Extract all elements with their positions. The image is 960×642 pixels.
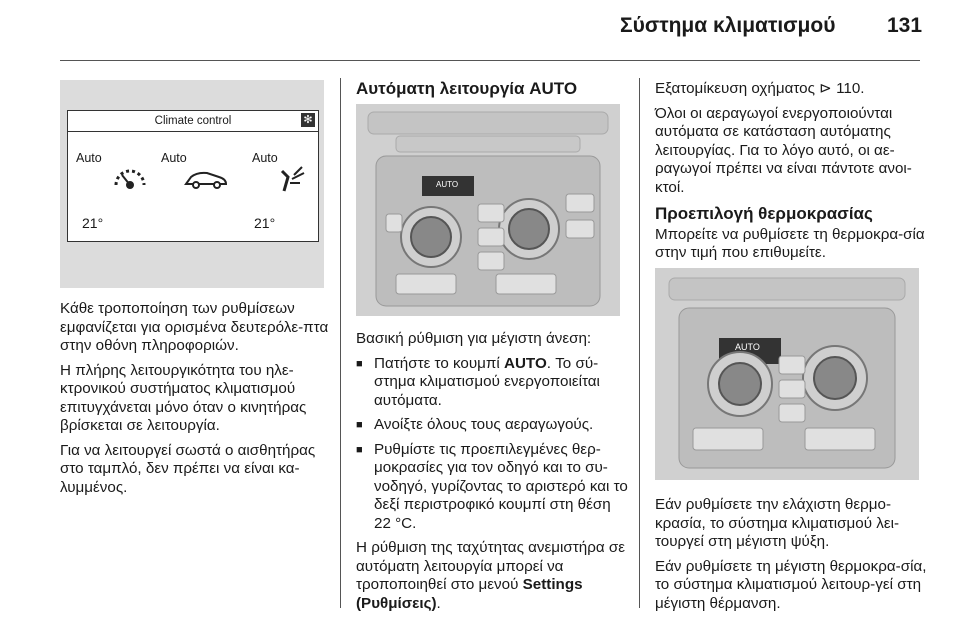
air-distribution-seat-icon <box>278 163 308 193</box>
air-recirculation-car-icon <box>183 169 229 191</box>
column-divider-left <box>340 78 341 608</box>
bullet-text: Πατήστε το κουμπί <box>374 354 504 372</box>
auto-label-left: Auto <box>76 151 102 165</box>
list-item: ■ Ανοίξτε όλους τους αεραγωγούς. <box>356 416 628 435</box>
header-rule <box>60 60 920 61</box>
paragraph: Η πλήρης λειτουργικότητα του ηλε-κτρονικού συστήματος κλιματισμού επιτυγχάνεται μόνο όταν ο κινητήρας βρίσκεται σε λειτουργία. <box>60 361 307 434</box>
settings-icon: ✻ <box>301 113 315 127</box>
control-panel-illustration <box>356 104 620 316</box>
paragraph: Εάν ρυθμίσετε τη μέγιστη θερμοκρα-σία, το σύστημα κλιματισμού λειτουρ-γεί στη μέγιστη θέρμανση. <box>655 557 927 612</box>
column-divider-right <box>639 78 640 608</box>
intro-text: Βασική ρύθμιση για μέγιστη άνεση: <box>356 330 592 347</box>
paragraph-text: . <box>436 594 441 612</box>
climate-control-panel-figure <box>356 104 620 316</box>
fan-speed-icon <box>112 165 148 193</box>
auto-button-label: AUTO <box>735 342 760 352</box>
paragraph: Όλοι οι αεραγωγοί ενεργοποιούνται αυτόματα σε κατάσταση αυτόματης λειτουργίας. Για το λόγο αυτό, οι αε-ραγωγοί πρέπει να είναι πάντοτε ανοι-κτοί. <box>655 104 912 196</box>
list-item <box>356 355 628 411</box>
section-heading: Προεπιλογή θερμοκρασίας <box>655 204 873 223</box>
right-column-text-top <box>655 80 925 269</box>
left-column-text <box>60 300 330 503</box>
screen-title: Climate control <box>68 111 318 132</box>
page-number: 131 <box>887 14 923 37</box>
paragraph: Εάν ρυθμίσετε την ελάχιστη θερμο-κρασία, το σύστημα κλιματισμού λει-τουργεί στη μέγιστη ψύξη. <box>655 496 900 550</box>
middle-column-text <box>356 330 628 619</box>
display-screen <box>67 110 319 242</box>
driver-temperature: 21° <box>82 215 104 231</box>
auto-button-label: AUTO <box>436 180 459 189</box>
climate-display-figure <box>60 80 324 288</box>
paragraph: Μπορείτε να ρυθμίσετε τη θερμοκρα-σία στην τιμή που επιθυμείτε. <box>655 225 925 261</box>
paragraph-text: Η ρύθμιση της ταχύτητας ανεμιστήρα σε αυτόματη λειτουργία μπορεί να τροποποιηθεί στο μενού <box>356 539 625 593</box>
page-header-title: Σύστημα κλιματισμού <box>620 14 836 37</box>
right-column-text-bottom <box>655 496 927 619</box>
cross-ref-text: Εξατομίκευση οχήματος <box>655 80 820 97</box>
paragraph: Κάθε τροποποίηση των ρυθμίσεων εμφανίζεται για ορισμένα δευτερόλε-πτα στην οθόνη πληροφοριών. <box>60 300 329 354</box>
temperature-panel-illustration <box>655 268 919 480</box>
temperature-knob-figure <box>655 268 919 480</box>
auto-label-right: Auto <box>252 151 278 165</box>
paragraph <box>356 539 628 613</box>
paragraph: Για να λειτουργεί σωστά ο αισθητήρας στο ταμπλό, δεν πρέπει να είναι κα-λυμμένος. <box>60 441 316 496</box>
bullet-text: . Το σύ-στημα κλιματισμού ενεργοποιείται αυτόματα. <box>374 354 600 409</box>
list-item: ■ Ρυθμίστε τις προεπιλεγμένες θερ-μοκρασίες για τον οδηγό και το συ-νοδηγό, γυρίζοντας το αριστερό και το δεξί περιστροφικό κουμπί στη θέση 22 °C. <box>356 441 628 534</box>
instruction-list <box>356 355 628 534</box>
auto-label-middle: Auto <box>161 151 187 165</box>
paragraph <box>655 80 925 99</box>
middle-column-heading: Αυτόματη λειτουργία AUTO <box>356 79 578 98</box>
cross-ref-arrow-icon: ⊳ <box>819 80 832 97</box>
passenger-temperature: 21° <box>254 215 276 231</box>
cross-ref-page: 110. <box>831 80 865 97</box>
settings-menu-reference: Settings (Ρυθμίσεις) <box>356 576 583 612</box>
auto-button-reference: AUTO <box>504 354 547 372</box>
